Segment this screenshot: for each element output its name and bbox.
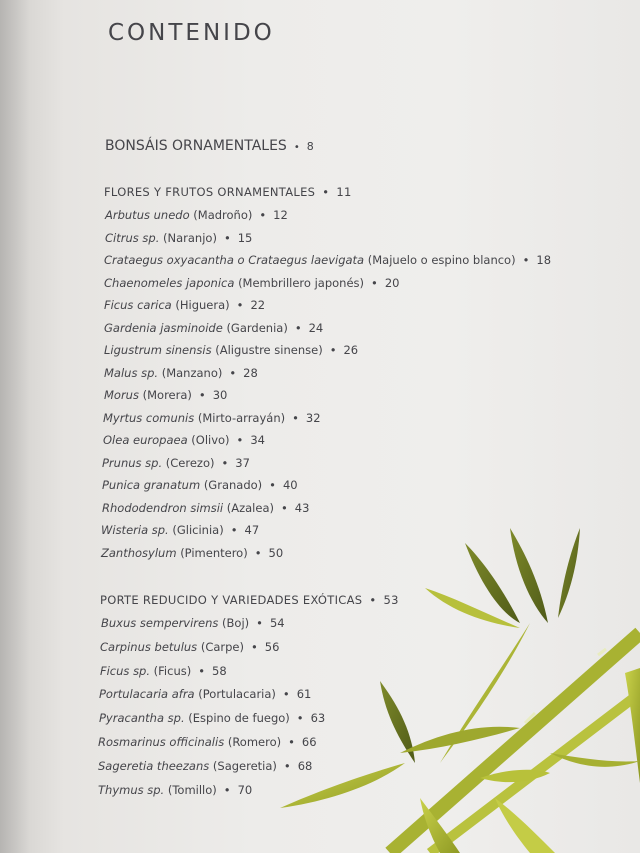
entry-page-number: 68	[297, 758, 313, 773]
entry-page-number: 56	[264, 639, 280, 654]
bullet: •	[369, 593, 377, 607]
entry-latin-name: Buxus sempervirens	[101, 616, 219, 630]
toc-entry[interactable]	[104, 253, 551, 267]
entry-latin-name: Portulacaria afra	[99, 687, 195, 702]
entry-common-name: (Morera)	[142, 388, 192, 402]
toc-entry[interactable]	[98, 783, 252, 797]
entry-page-number: 40	[282, 478, 298, 492]
bullet: •	[254, 545, 262, 560]
toc-entry[interactable]	[103, 433, 265, 447]
entry-latin-name: Arbutus unedo	[105, 208, 190, 222]
entry-page-number: 70	[237, 782, 253, 797]
entry-page-number: 54	[269, 616, 285, 630]
entry-page-number: 26	[343, 343, 359, 357]
toc-entry[interactable]	[104, 321, 323, 335]
entry-latin-name: Rosmarinus officinalis	[98, 735, 225, 749]
entry-page-number: 58	[212, 663, 227, 678]
bullet: •	[281, 500, 288, 515]
entry-latin-name: Ficus sp.	[100, 663, 151, 678]
bullet: •	[221, 455, 229, 470]
entry-latin-name: Morus	[104, 388, 139, 402]
group-title: PORTE REDUCIDO Y VARIEDADES EXÓTICAS	[100, 593, 363, 607]
entry-page-number: 15	[237, 230, 253, 245]
group-page: 53	[383, 593, 399, 607]
page-title: CONTENIDO	[108, 20, 275, 46]
bullet: •	[223, 230, 231, 245]
entry-page-number: 20	[384, 275, 400, 290]
entry-latin-name: Citrus sp.	[105, 230, 160, 245]
entry-common-name: (Majuelo o espino blanco)	[367, 253, 516, 267]
bullet: •	[292, 410, 299, 425]
bullet: •	[236, 298, 244, 312]
entry-latin-name: Sageretia theezans	[98, 758, 210, 773]
entry-latin-name: Prunus sp.	[102, 455, 163, 470]
toc-entry[interactable]	[101, 546, 283, 560]
bullet: •	[296, 711, 304, 726]
entry-common-name: (Romero)	[227, 735, 282, 749]
entry-latin-name: Olea europaea	[103, 433, 188, 447]
bullet: •	[294, 320, 302, 335]
entry-common-name: (Cerezo)	[165, 455, 215, 470]
bullet: •	[269, 478, 276, 492]
bullet: •	[293, 142, 300, 153]
entry-latin-name: Gardenia jasminoide	[104, 320, 223, 335]
entry-latin-name: Ficus carica	[104, 298, 172, 312]
section-title: BONSÁIS ORNAMENTALES	[105, 138, 287, 154]
toc-entry[interactable]	[104, 366, 258, 380]
section-page: 8	[306, 140, 314, 153]
bullet: •	[236, 433, 244, 447]
bullet: •	[230, 523, 238, 537]
toc-entry[interactable]	[100, 664, 227, 678]
entry-common-name: (Granado)	[203, 478, 263, 492]
bullet: •	[250, 639, 258, 654]
entry-page-number: 66	[301, 735, 317, 749]
entry-common-name: (Membrillero japonés)	[238, 275, 365, 290]
entry-page-number: 30	[212, 388, 228, 402]
entry-common-name: (Espino de fuego)	[188, 711, 290, 726]
entry-latin-name: Crataegus oxyacantha o Crataegus laevigata	[104, 253, 365, 267]
toc-entry[interactable]	[103, 411, 321, 425]
entry-common-name: (Tomillo)	[167, 782, 217, 797]
entry-common-name: (Azalea)	[226, 500, 274, 515]
entry-page-number: 47	[244, 523, 260, 537]
toc-entry[interactable]	[104, 276, 399, 290]
toc-entry[interactable]	[105, 231, 252, 245]
entry-latin-name: Punica granatum	[102, 478, 201, 492]
bullet: •	[329, 343, 337, 357]
toc-entry[interactable]	[104, 298, 265, 312]
entry-common-name: (Carpe)	[200, 639, 244, 654]
entry-page-number: 43	[294, 500, 310, 515]
entry-common-name: (Aligustre sinense)	[215, 343, 323, 357]
toc-entry[interactable]	[101, 616, 285, 630]
toc-entry[interactable]	[104, 388, 227, 402]
bullet: •	[371, 275, 378, 290]
entry-page-number: 24	[308, 320, 324, 335]
entry-latin-name: Ligustrum sinensis	[104, 343, 212, 357]
entry-common-name: (Portulacaria)	[198, 687, 276, 702]
entry-page-number: 37	[235, 455, 250, 470]
entry-common-name: (Olivo)	[191, 433, 230, 447]
entry-common-name: (Pimentero)	[180, 545, 248, 560]
toc-entry[interactable]	[100, 640, 279, 654]
entry-common-name: (Boj)	[222, 616, 250, 630]
entry-latin-name: Malus sp.	[104, 365, 159, 380]
bullet: •	[522, 253, 530, 267]
entry-latin-name: Pyracantha sp.	[99, 711, 185, 726]
entry-common-name: (Manzano)	[161, 365, 223, 380]
entry-page-number: 28	[243, 365, 258, 380]
entry-common-name: (Madroño)	[193, 208, 253, 222]
entry-common-name: (Mirto-arrayán)	[197, 410, 286, 425]
entry-common-name: (Glicinia)	[172, 523, 224, 537]
toc-section-bonsais[interactable]	[105, 138, 314, 154]
entry-latin-name: Myrtus comunis	[103, 410, 195, 425]
bamboo-leaves-illustration	[280, 523, 640, 853]
entry-page-number: 32	[305, 410, 321, 425]
entry-page-number: 22	[250, 298, 266, 312]
toc-entry[interactable]	[102, 456, 250, 470]
bullet: •	[229, 365, 237, 380]
entry-latin-name: Chaenomeles japonica	[104, 275, 235, 290]
bullet: •	[283, 758, 291, 773]
bullet: •	[322, 185, 330, 199]
bullet: •	[198, 663, 206, 678]
entry-latin-name: Rhododendron simsii	[102, 500, 224, 515]
entry-latin-name: Thymus sp.	[98, 782, 165, 797]
group-page: 11	[336, 185, 352, 199]
entry-page-number: 63	[310, 711, 326, 726]
entry-page-number: 12	[273, 208, 288, 222]
entry-common-name: (Higuera)	[175, 298, 230, 312]
toc-entry[interactable]	[104, 343, 358, 357]
bullet: •	[282, 687, 290, 702]
entry-common-name: (Sageretia)	[212, 758, 277, 773]
bullet: •	[288, 735, 295, 749]
toc-entry[interactable]	[101, 523, 259, 537]
entry-page-number: 50	[268, 545, 284, 560]
toc-entry[interactable]	[105, 208, 288, 222]
entry-page-number: 18	[536, 253, 552, 267]
entry-page-number: 34	[250, 433, 265, 447]
group-title: FLORES Y FRUTOS ORNAMENTALES	[104, 185, 316, 199]
toc-group-flores-frutos[interactable]	[104, 185, 352, 199]
bullet: •	[256, 616, 263, 630]
entry-latin-name: Wisteria sp.	[101, 523, 169, 537]
toc-entry[interactable]	[102, 501, 309, 515]
entry-common-name: (Gardenia)	[226, 320, 288, 335]
toc-entry[interactable]	[102, 478, 298, 492]
bullet: •	[198, 388, 206, 402]
bullet: •	[259, 208, 267, 222]
entry-common-name: (Naranjo)	[163, 230, 217, 245]
bullet: •	[223, 782, 231, 797]
page-binding-shadow	[0, 0, 30, 853]
entry-page-number: 61	[296, 687, 312, 702]
entry-common-name: (Ficus)	[153, 663, 192, 678]
entry-latin-name: Carpinus betulus	[100, 639, 198, 654]
entry-latin-name: Zanthosylum	[101, 545, 177, 560]
